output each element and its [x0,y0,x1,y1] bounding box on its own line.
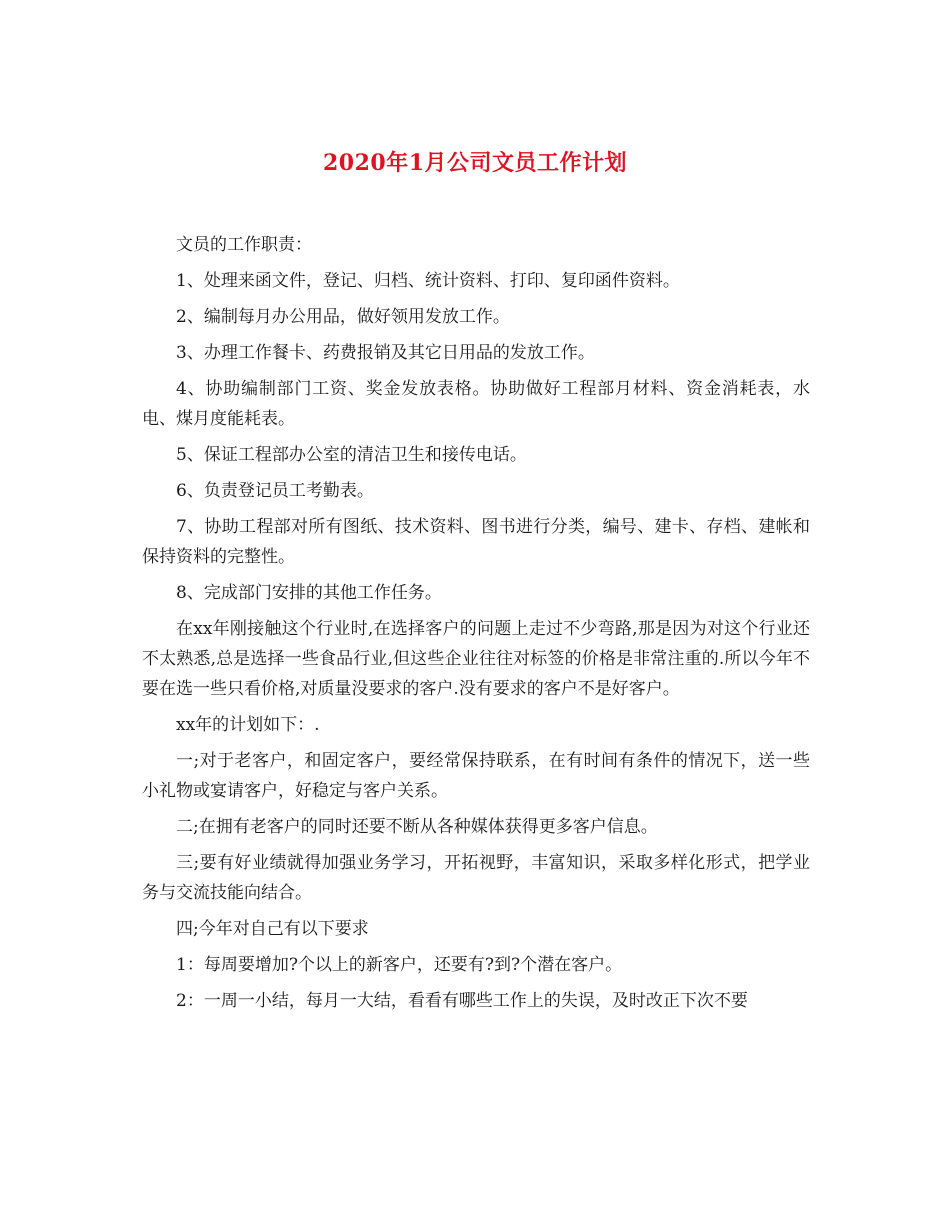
paragraph-duty-5: 5、保证工程部办公室的清洁卫生和接传电话。 [176,445,527,465]
paragraph-plan-1: 一;对于老客户，和固定客户，要经常保持联系，在有时间有条件的情况下，送一些小礼物或宴请客户，好稳定与客户关系。 [142,751,810,801]
paragraph-duty-4: 4、协助编制部门工资、奖金发放表格。协助做好工程部月材料、资金消耗表，水电、煤月度能耗表。 [142,379,810,429]
paragraph-duty-2: 2、编制每月办公用品，做好领用发放工作。 [176,307,510,327]
paragraph-reflection: 在xx年刚接触这个行业时,在选择客户的问题上走过不少弯路,那是因为对这个行业还不太熟悉,总是选择一些食品行业,但这些企业往往对标签的价格是非常注重的.所以今年不要在选一些只看价格,对质量没要求的客户.没有要求的客户不是好客户。 [142,619,810,699]
paragraph-plan-2: 二;在拥有老客户的同时还要不断从各种媒体获得更多客户信息。 [176,817,658,837]
paragraph-requirement-1: 1：每周要增加?个以上的新客户，还要有?到?个潜在客户。 [176,955,623,975]
paragraph-duties-heading: 文员的工作职责： [176,235,312,255]
paragraph-plan-heading: xx年的计划如下：. [176,715,320,735]
paragraph-duty-7: 7、协助工程部对所有图纸、技术资料、图书进行分类，编号、建卡、存档、建帐和保持资料的完整性。 [142,517,810,567]
document-body [142,230,810,1016]
paragraph-duty-1: 1、处理来函文件，登记、归档、统计资料、打印、复印函件资料。 [176,271,680,291]
paragraph-duty-3: 3、办理工作餐卡、药费报销及其它日用品的发放工作。 [176,343,595,363]
paragraph-plan-3: 三;要有好业绩就得加强业务学习，开拓视野，丰富知识，采取多样化形式，把学业务与交流技能向结合。 [142,853,810,903]
document-title: 2020年1月公司文员工作计划 [322,150,628,176]
paragraph-requirement-2: 2：一周一小结，每月一大结，看看有哪些工作上的失误，及时改正下次不要 [176,991,748,1011]
paragraph-duty-8: 8、完成部门安排的其他工作任务。 [176,583,442,603]
paragraph-plan-4: 四;今年对自己有以下要求 [176,919,369,939]
paragraph-duty-6: 6、负责登记员工考勤表。 [176,481,374,501]
